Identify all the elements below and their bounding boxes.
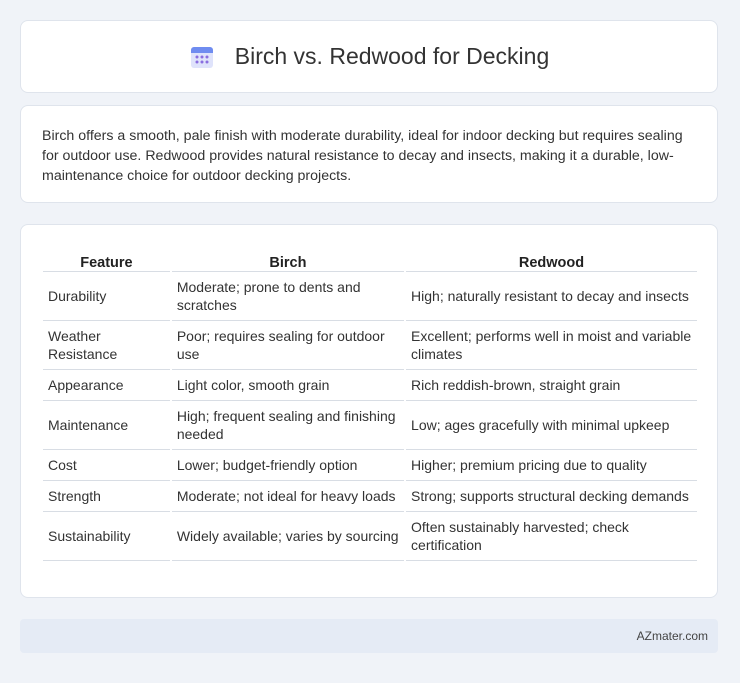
cell-birch: Moderate; not ideal for heavy loads: [172, 481, 404, 512]
comparison-table: [41, 245, 699, 561]
cell-birch: Widely available; varies by sourcing: [172, 512, 404, 561]
comparison-card: [20, 224, 718, 598]
cell-birch: High; frequent sealing and finishing needed: [172, 401, 404, 450]
cell-redwood: Higher; premium pricing due to quality: [406, 450, 697, 481]
cell-feature: Maintenance: [43, 401, 170, 450]
calendar-icon: [189, 44, 215, 70]
cell-feature: Sustainability: [43, 512, 170, 561]
table-row: [43, 370, 697, 401]
cell-birch: Lower; budget-friendly option: [172, 450, 404, 481]
table-row: [43, 481, 697, 512]
cell-redwood: Low; ages gracefully with minimal upkeep: [406, 401, 697, 450]
cell-redwood: Strong; supports structural decking demands: [406, 481, 697, 512]
table-header-row: [43, 245, 697, 272]
title-card: [20, 20, 718, 93]
cell-redwood: High; naturally resistant to decay and insects: [406, 272, 697, 321]
cell-redwood: Rich reddish-brown, straight grain: [406, 370, 697, 401]
footer: [20, 619, 718, 653]
page-title: Birch vs. Redwood for Decking: [234, 43, 550, 69]
table-row: [43, 450, 697, 481]
cell-birch: Light color, smooth grain: [172, 370, 404, 401]
footer-credit: AZmater.com: [636, 629, 708, 643]
table-row: [43, 321, 697, 370]
cell-feature: Cost: [43, 450, 170, 481]
intro-text: Birch offers a smooth, pale finish with moderate durability, ideal for indoor decking but requires sealing for outdoor use. Redwood provides natural resistance to decay and insects, making it a durable, low-maintenance choice for outdoor decking projects.: [42, 128, 683, 184]
cell-birch: Poor; requires sealing for outdoor use: [172, 321, 404, 370]
table-row: [43, 401, 697, 450]
table-row: [43, 512, 697, 561]
cell-redwood: Excellent; performs well in moist and variable climates: [406, 321, 697, 370]
cell-feature: Strength: [43, 481, 170, 512]
header-feature: Feature: [43, 245, 170, 272]
header-birch: Birch: [172, 245, 404, 272]
cell-feature: Appearance: [43, 370, 170, 401]
cell-redwood: Often sustainably harvested; check certification: [406, 512, 697, 561]
cell-birch: Moderate; prone to dents and scratches: [172, 272, 404, 321]
header-redwood: Redwood: [406, 245, 697, 272]
intro-card: [20, 105, 718, 203]
table-row: [43, 272, 697, 321]
cell-feature: Weather Resistance: [43, 321, 170, 370]
cell-feature: Durability: [43, 272, 170, 321]
